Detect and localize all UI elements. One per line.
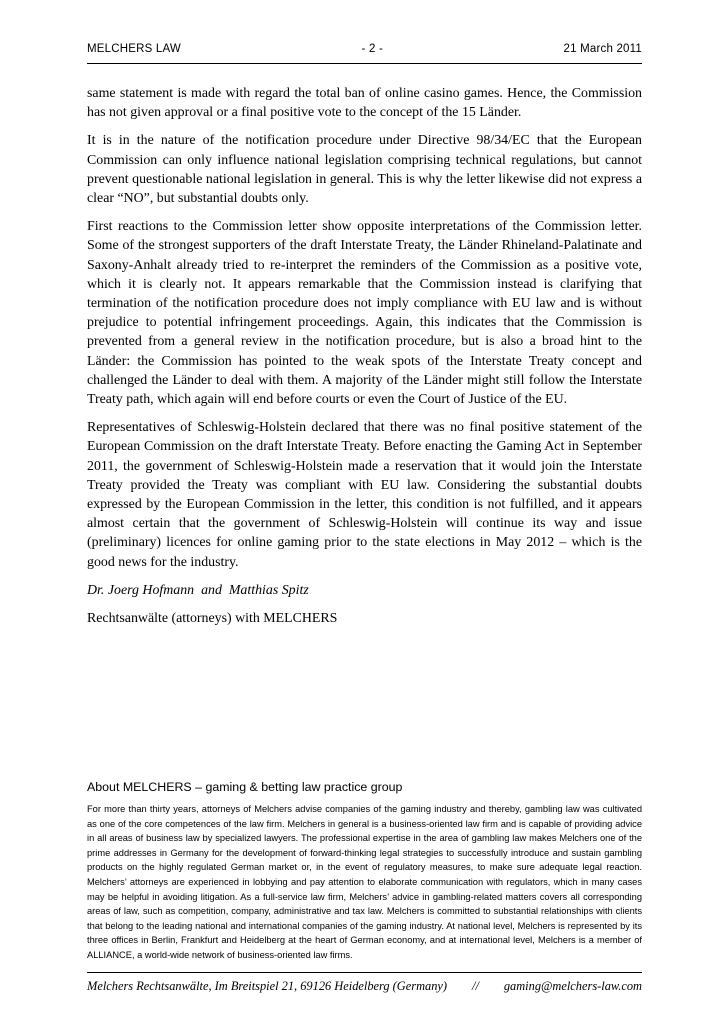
footer-separator: // xyxy=(472,979,479,993)
footer-email[interactable]: gaming@melchers-law.com xyxy=(503,979,642,993)
footer-address: Melchers Rechtsanwälte, Im Breitspiel 21, 69126 Heidelberg (Germany) xyxy=(87,979,448,993)
about-text: For more than thirty years, attorneys of Melchers advise companies of the gaming industry and thereby, gambling law was cultivated as one of the core competences of the law firm. Melchers in general is a business-oriented law firm and is capable of providing advice in all areas of business law by specialized lawyers. The professional expertise in the area of gambling law makes Melchers one of the prime addresses in Germany for the development of forward-thinking legal strategies to successfully introduce and sustain gambling products on the highly regulated German market or, in the event of regulatory measures, to make sure adequate legal reaction. Melchers’ attorneys are experienced in lobbying and pay attention to elaborate communication with regulators, which in many cases may be helpful in avoiding litigation. As a full-service law firm, Melchers’ advice in gambling-related matters covers all corresponding areas of law, such as competition, company, administrative and tax law. Melchers is committed to substantial relationships with clients that belong to the leading national and international companies of the gaming industry. At national level, Melchers is represented by its three offices in Berlin, Frankfurt and Heidelberg at the heart of German economy, and at international level, Melchers is a member of ALLIANCE, a world-wide network of business-oriented law firms. xyxy=(87,804,642,960)
page-header xyxy=(87,43,642,55)
paragraph: First reactions to the Commission letter show opposite interpretations of the Commission letter. Some of the strongest supporters of the draft Interstate Treaty, the Länder Rhineland-Palatinate and Saxony-Anhalt already tried to re-interpret the reminders of the Commission as a positive vote, which it is clearly not. It appears remarkable that the Commission instead is clarifying that termination of the notification procedure does not imply compliance with EU law and is without prejudice to potential infringement proceedings. Again, this indicates that the Commission is prevented from a general review in the notification procedure, but is also a broad hint to the Länder: the Commission has pointed to the weak spots of the Interstate Treaty concept and challenged the Länder to deal with them. A majority of the Länder might still follow the Interstate Treaty path, which again will end before courts or even the Court of Justice of the EU. xyxy=(87,219,642,408)
article-body xyxy=(87,84,642,637)
affiliation: Rechtsanwälte (attorneys) with MELCHERS xyxy=(87,611,338,627)
authors: Dr. Joerg Hofmann and Matthias Spitz xyxy=(87,582,309,598)
header-divider xyxy=(87,63,642,64)
header-date: 21 March 2011 xyxy=(563,43,642,55)
about-section xyxy=(87,780,642,963)
page-number: - 2 - xyxy=(361,43,383,55)
footer-divider xyxy=(87,972,642,973)
header-firm-name: MELCHERS LAW xyxy=(87,43,181,55)
page-footer xyxy=(87,979,642,994)
paragraph: Representatives of Schleswig-Holstein declared that there was no final positive statement of the European Commission on the draft Interstate Treaty. Before enacting the Gaming Act in September 2011, the government of Schleswig-Holstein made a reservation that it would join the Interstate Treaty provided the Treaty was compliant with EU law. Considering the substantial doubts expressed by the European Commission in the letter, this condition is not fulfilled, and it appears almost certain that the government of Schleswig-Holstein will continue its way and issue (preliminary) licences for online gaming prior to the state elections in May 2012 – which is the good news for the industry. xyxy=(87,420,642,570)
about-title: About MELCHERS – gaming & betting law practice group xyxy=(87,780,403,794)
paragraph: same statement is made with regard the total ban of online casino games. Hence, the Commission has not given approval or a final positive vote to the concept of the 15 Länder. xyxy=(87,86,642,121)
paragraph: It is in the nature of the notification procedure under Directive 98/34/EC that the European Commission can only influence national legislation comprising technical regulations, but cannot prevent questionable national legislation in general. This is why the letter likewise did not express a clear “NO”, but substantial doubts only. xyxy=(87,133,642,207)
